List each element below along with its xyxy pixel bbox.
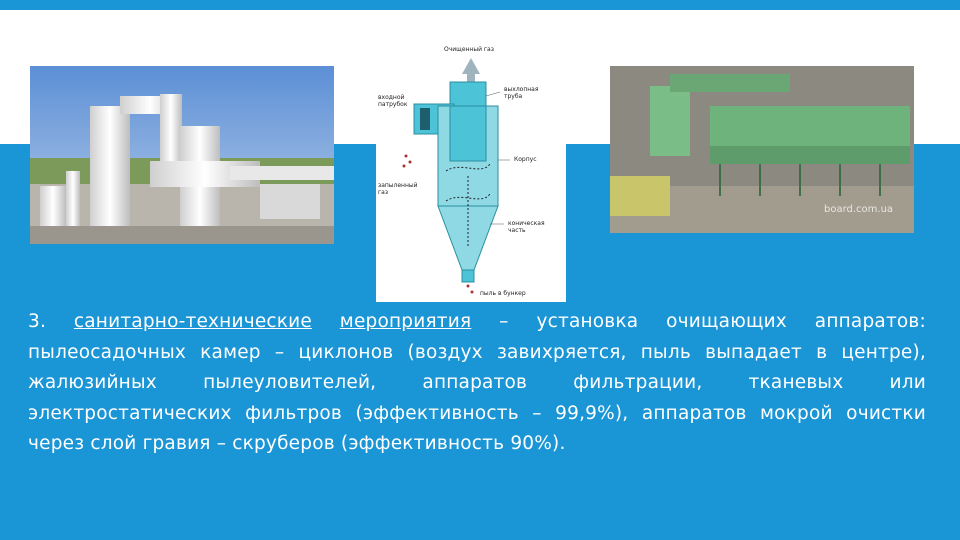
text-main: – установка очищающих аппаратов: пылеосадочных камер – циклонов (воздух завихряется, пыль выпадает в центре), жалюзийных пылеуловителей, аппаратов фильтрации, тканевых или электростатических фильтров (эффективность – 99,9%), аппаратов мокрой очистки через слой гравия – скруберов (эффективность 90%). — [28, 311, 926, 454]
top-accent-band — [0, 0, 960, 10]
slide-body-text — [28, 307, 926, 460]
label-clean-gas: Очищенный газ — [444, 46, 494, 53]
cyclone-illustration — [376, 36, 566, 302]
text-underlined-sanitary: санитарно-технические — [73, 311, 312, 332]
label-cone: коническая часть — [508, 220, 545, 234]
label-dusty-gas: запыленный газ — [378, 182, 418, 196]
scrubber-plant-illustration — [30, 66, 334, 244]
text-space — [312, 311, 340, 332]
watermark-text: board.com.ua — [824, 204, 894, 215]
label-inlet: входной патрубок — [378, 94, 408, 108]
scrubber-plant-photo — [30, 66, 334, 244]
text-underlined-measures: мероприятия — [339, 311, 472, 332]
cyclone-diagram — [376, 36, 566, 302]
label-exhaust-pipe: выхлопная труба — [504, 86, 539, 100]
label-body: Корпус — [514, 156, 537, 163]
label-bunker: пыль в бункер — [480, 290, 526, 297]
text-number: 3. — [28, 311, 74, 332]
bag-filter-photo — [610, 66, 914, 233]
